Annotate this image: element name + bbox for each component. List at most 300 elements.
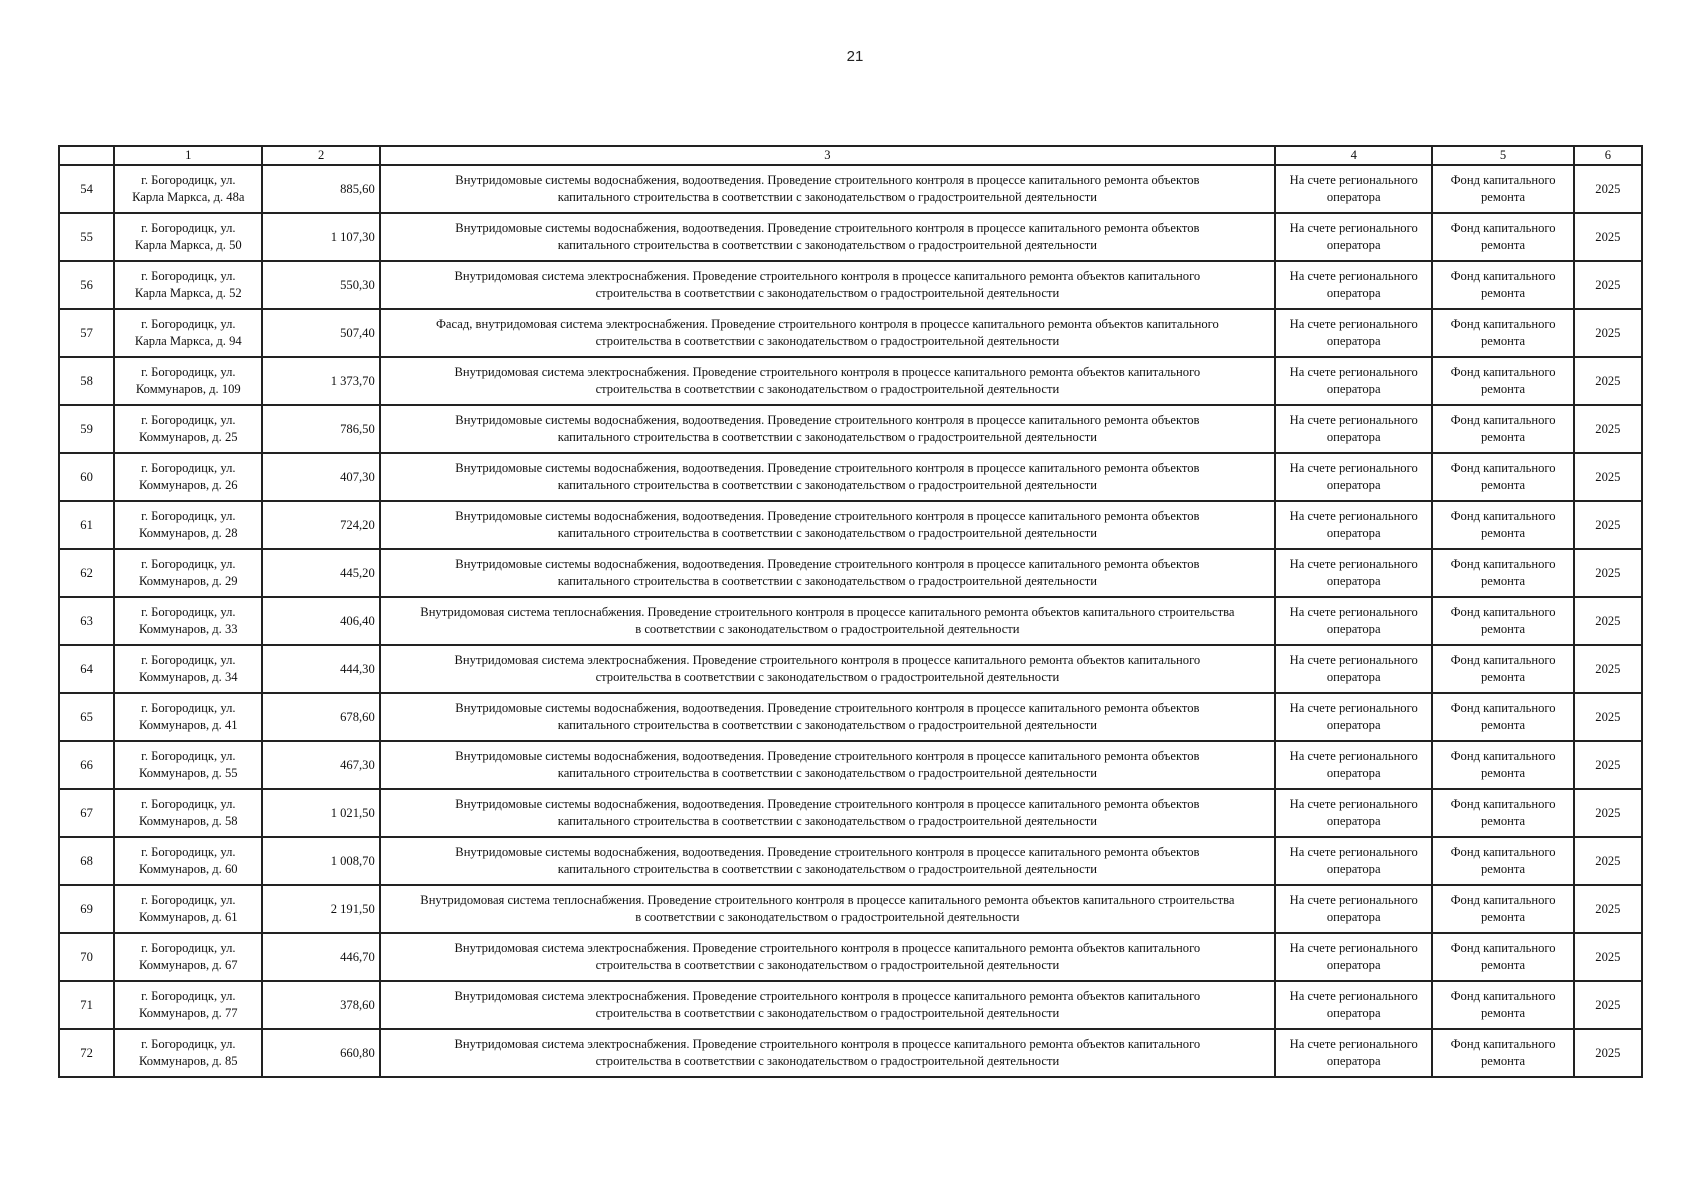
address-line-2: Коммунаров, д. 77 xyxy=(139,1006,238,1020)
work-line-1: Внутридомовые системы водоснабжения, водоотведения. Проведение строительного контроля в процессе капитального ремонта объектов xyxy=(455,221,1200,235)
table-row xyxy=(59,357,1642,405)
work-line-1: Фасад, внутридомовая система электроснабжения. Проведение строительного контроля в процессе капитального ремонта объектов капитального xyxy=(435,317,1219,331)
work-description-cell xyxy=(380,1029,1275,1077)
area-cell: 1 021,50 xyxy=(262,789,379,837)
fund-cell xyxy=(1432,261,1573,309)
year-cell: 2025 xyxy=(1574,261,1642,309)
year-cell: 2025 xyxy=(1574,309,1642,357)
header-cell-2: 2 xyxy=(262,146,379,165)
address-cell xyxy=(114,885,262,933)
address-line-2: Карла Маркса, д. 48а xyxy=(132,190,245,204)
table-row xyxy=(59,597,1642,645)
fund-line-2: ремонта xyxy=(1481,958,1526,972)
fund-cell xyxy=(1432,837,1573,885)
fund-cell xyxy=(1432,309,1573,357)
work-line-2: капитального строительства в соответствии с законодательством о градостроительной деятельности xyxy=(557,238,1097,252)
account-cell xyxy=(1275,597,1432,645)
work-description-cell xyxy=(380,213,1275,261)
address-cell xyxy=(114,549,262,597)
account-line-2: оператора xyxy=(1326,238,1381,252)
account-cell xyxy=(1275,501,1432,549)
fund-cell xyxy=(1432,213,1573,261)
area-cell: 445,20 xyxy=(262,549,379,597)
address-line-2: Коммунаров, д. 109 xyxy=(135,382,241,396)
account-line-2: оператора xyxy=(1326,958,1381,972)
address-cell xyxy=(114,501,262,549)
table-body xyxy=(59,146,1642,1077)
area-cell: 724,20 xyxy=(262,501,379,549)
account-line-1: На счете регионального xyxy=(1289,413,1418,427)
year-cell: 2025 xyxy=(1574,357,1642,405)
table-row xyxy=(59,405,1642,453)
header-cell-4: 4 xyxy=(1275,146,1432,165)
account-line-1: На счете регионального xyxy=(1289,317,1418,331)
area-cell: 1 008,70 xyxy=(262,837,379,885)
address-cell xyxy=(114,693,262,741)
address-line-1: г. Богородицк, ул. xyxy=(141,365,236,379)
account-line-2: оператора xyxy=(1326,430,1381,444)
area-cell: 678,60 xyxy=(262,693,379,741)
account-cell xyxy=(1275,885,1432,933)
account-cell xyxy=(1275,165,1432,213)
fund-line-2: ремонта xyxy=(1481,574,1526,588)
work-line-2: строительства в соответствии с законодательством о градостроительной деятельности xyxy=(595,670,1060,684)
table-row xyxy=(59,501,1642,549)
fund-line-1: Фонд капитального xyxy=(1450,941,1556,955)
row-number: 72 xyxy=(59,1029,114,1077)
account-cell xyxy=(1275,213,1432,261)
fund-line-1: Фонд капитального xyxy=(1450,509,1556,523)
address-line-2: Коммунаров, д. 60 xyxy=(139,862,238,876)
account-cell xyxy=(1275,933,1432,981)
account-cell xyxy=(1275,837,1432,885)
address-cell xyxy=(114,597,262,645)
row-number: 68 xyxy=(59,837,114,885)
work-line-1: Внутридомовая система электроснабжения. Проведение строительного контроля в процессе капитального ремонта объектов капитального xyxy=(454,269,1201,283)
address-line-1: г. Богородицк, ул. xyxy=(141,1037,236,1051)
fund-line-2: ремонта xyxy=(1481,526,1526,540)
fund-cell xyxy=(1432,885,1573,933)
account-line-1: На счете регионального xyxy=(1289,221,1418,235)
fund-line-2: ремонта xyxy=(1481,862,1526,876)
area-cell: 550,30 xyxy=(262,261,379,309)
area-cell: 507,40 xyxy=(262,309,379,357)
fund-cell xyxy=(1432,405,1573,453)
address-line-1: г. Богородицк, ул. xyxy=(141,509,236,523)
year-cell: 2025 xyxy=(1574,549,1642,597)
address-line-1: г. Богородицк, ул. xyxy=(141,461,236,475)
account-line-2: оператора xyxy=(1326,190,1381,204)
header-cell-6: 6 xyxy=(1574,146,1642,165)
address-line-2: Коммунаров, д. 26 xyxy=(139,478,238,492)
work-line-2: в соответствии с законодательством о градостроительной деятельности xyxy=(635,622,1020,636)
fund-line-1: Фонд капитального xyxy=(1450,701,1556,715)
account-line-2: оператора xyxy=(1326,334,1381,348)
address-cell xyxy=(114,405,262,453)
work-line-1: Внутридомовые системы водоснабжения, водоотведения. Проведение строительного контроля в процессе капитального ремонта объектов xyxy=(455,797,1200,811)
fund-line-2: ремонта xyxy=(1481,670,1526,684)
address-line-2: Карла Маркса, д. 52 xyxy=(134,286,242,300)
account-line-2: оператора xyxy=(1326,478,1381,492)
work-line-1: Внутридомовая система электроснабжения. Проведение строительного контроля в процессе капитального ремонта объектов капитального xyxy=(454,365,1201,379)
account-line-2: оператора xyxy=(1326,862,1381,876)
account-cell xyxy=(1275,741,1432,789)
address-line-2: Коммунаров, д. 25 xyxy=(139,430,238,444)
address-cell xyxy=(114,837,262,885)
address-line-1: г. Богородицк, ул. xyxy=(141,893,236,907)
area-cell: 786,50 xyxy=(262,405,379,453)
address-cell xyxy=(114,309,262,357)
fund-line-1: Фонд капитального xyxy=(1450,221,1556,235)
year-cell: 2025 xyxy=(1574,597,1642,645)
work-description-cell xyxy=(380,165,1275,213)
account-line-1: На счете регионального xyxy=(1289,701,1418,715)
work-description-cell xyxy=(380,885,1275,933)
address-line-1: г. Богородицк, ул. xyxy=(141,221,236,235)
table-row xyxy=(59,1029,1642,1077)
area-cell: 1 373,70 xyxy=(262,357,379,405)
address-cell xyxy=(114,645,262,693)
row-number: 69 xyxy=(59,885,114,933)
row-number: 59 xyxy=(59,405,114,453)
row-number: 63 xyxy=(59,597,114,645)
row-number: 66 xyxy=(59,741,114,789)
account-line-1: На счете регионального xyxy=(1289,845,1418,859)
address-line-2: Коммунаров, д. 28 xyxy=(139,526,238,540)
work-line-2: строительства в соответствии с законодательством о градостроительной деятельности xyxy=(595,1006,1060,1020)
work-description-cell xyxy=(380,453,1275,501)
address-cell xyxy=(114,165,262,213)
work-line-2: капитального строительства в соответствии с законодательством о градостроительной деятельности xyxy=(557,430,1097,444)
repair-schedule-table xyxy=(58,145,1643,1078)
table-row xyxy=(59,789,1642,837)
fund-line-2: ремонта xyxy=(1481,478,1526,492)
fund-cell xyxy=(1432,933,1573,981)
account-cell xyxy=(1275,357,1432,405)
account-line-1: На счете регионального xyxy=(1289,269,1418,283)
account-line-1: На счете регионального xyxy=(1289,749,1418,763)
account-line-2: оператора xyxy=(1326,670,1381,684)
fund-cell xyxy=(1432,741,1573,789)
area-cell: 1 107,30 xyxy=(262,213,379,261)
year-cell: 2025 xyxy=(1574,405,1642,453)
account-line-2: оператора xyxy=(1326,766,1381,780)
address-cell xyxy=(114,453,262,501)
table-row xyxy=(59,981,1642,1029)
row-number: 65 xyxy=(59,693,114,741)
account-line-1: На счете регионального xyxy=(1289,941,1418,955)
account-cell xyxy=(1275,453,1432,501)
address-line-2: Коммунаров, д. 41 xyxy=(139,718,238,732)
work-line-1: Внутридомовая система электроснабжения. Проведение строительного контроля в процессе капитального ремонта объектов капитального xyxy=(454,989,1201,1003)
area-cell: 885,60 xyxy=(262,165,379,213)
work-description-cell xyxy=(380,357,1275,405)
fund-line-2: ремонта xyxy=(1481,1054,1526,1068)
work-line-2: капитального строительства в соответствии с законодательством о градостроительной деятельности xyxy=(557,862,1097,876)
table-row xyxy=(59,645,1642,693)
account-cell xyxy=(1275,981,1432,1029)
work-line-2: строительства в соответствии с законодательством о градостроительной деятельности xyxy=(595,1054,1060,1068)
work-line-1: Внутридомовые системы водоснабжения, водоотведения. Проведение строительного контроля в процессе капитального ремонта объектов xyxy=(455,509,1200,523)
table-header-row xyxy=(59,146,1642,165)
area-cell: 2 191,50 xyxy=(262,885,379,933)
account-cell xyxy=(1275,309,1432,357)
account-line-2: оператора xyxy=(1326,1054,1381,1068)
work-description-cell xyxy=(380,405,1275,453)
address-line-1: г. Богородицк, ул. xyxy=(141,317,236,331)
row-number: 58 xyxy=(59,357,114,405)
address-line-1: г. Богородицк, ул. xyxy=(141,749,236,763)
fund-cell xyxy=(1432,549,1573,597)
work-line-1: Внутридомовые системы водоснабжения, водоотведения. Проведение строительного контроля в процессе капитального ремонта объектов xyxy=(455,173,1200,187)
page-number: 21 xyxy=(846,48,864,65)
account-line-2: оператора xyxy=(1326,382,1381,396)
account-line-1: На счете регионального xyxy=(1289,173,1418,187)
row-number: 61 xyxy=(59,501,114,549)
address-line-1: г. Богородицк, ул. xyxy=(141,653,236,667)
account-cell xyxy=(1275,261,1432,309)
fund-line-1: Фонд капитального xyxy=(1450,653,1556,667)
fund-line-2: ремонта xyxy=(1481,430,1526,444)
table-row xyxy=(59,885,1642,933)
address-line-2: Коммунаров, д. 55 xyxy=(139,766,238,780)
work-description-cell xyxy=(380,645,1275,693)
work-line-1: Внутридомовые системы водоснабжения, водоотведения. Проведение строительного контроля в процессе капитального ремонта объектов xyxy=(455,461,1200,475)
fund-line-1: Фонд капитального xyxy=(1450,269,1556,283)
work-line-2: строительства в соответствии с законодательством о градостроительной деятельности xyxy=(595,958,1060,972)
year-cell: 2025 xyxy=(1574,501,1642,549)
work-line-1: Внутридомовые системы водоснабжения, водоотведения. Проведение строительного контроля в процессе капитального ремонта объектов xyxy=(455,845,1200,859)
table-row xyxy=(59,693,1642,741)
table-row xyxy=(59,741,1642,789)
address-line-2: Коммунаров, д. 34 xyxy=(139,670,238,684)
year-cell: 2025 xyxy=(1574,165,1642,213)
work-description-cell xyxy=(380,597,1275,645)
account-line-1: На счете регионального xyxy=(1289,797,1418,811)
work-line-1: Внутридомовая система электроснабжения. Проведение строительного контроля в процессе капитального ремонта объектов капитального xyxy=(454,941,1201,955)
work-line-1: Внутридомовая система электроснабжения. Проведение строительного контроля в процессе капитального ремонта объектов капитального xyxy=(454,653,1201,667)
work-line-1: Внутридомовые системы водоснабжения, водоотведения. Проведение строительного контроля в процессе капитального ремонта объектов xyxy=(455,749,1200,763)
area-cell: 444,30 xyxy=(262,645,379,693)
work-description-cell xyxy=(380,309,1275,357)
work-line-2: капитального строительства в соответствии с законодательством о градостроительной деятельности xyxy=(557,574,1097,588)
fund-cell xyxy=(1432,357,1573,405)
fund-line-2: ремонта xyxy=(1481,238,1526,252)
address-cell xyxy=(114,1029,262,1077)
work-line-1: Внутридомовые системы водоснабжения, водоотведения. Проведение строительного контроля в процессе капитального ремонта объектов xyxy=(455,413,1200,427)
work-description-cell xyxy=(380,837,1275,885)
work-line-2: в соответствии с законодательством о градостроительной деятельности xyxy=(635,910,1020,924)
account-line-1: На счете регионального xyxy=(1289,509,1418,523)
area-cell: 446,70 xyxy=(262,933,379,981)
account-line-2: оператора xyxy=(1326,814,1381,828)
account-cell xyxy=(1275,693,1432,741)
address-line-1: г. Богородицк, ул. xyxy=(141,989,236,1003)
year-cell: 2025 xyxy=(1574,645,1642,693)
header-cell-1: 1 xyxy=(114,146,262,165)
area-cell: 407,30 xyxy=(262,453,379,501)
account-line-2: оператора xyxy=(1326,1006,1381,1020)
work-description-cell xyxy=(380,501,1275,549)
work-line-2: капитального строительства в соответствии с законодательством о градостроительной деятельности xyxy=(557,718,1097,732)
address-line-1: г. Богородицк, ул. xyxy=(141,605,236,619)
fund-cell xyxy=(1432,789,1573,837)
fund-line-2: ремонта xyxy=(1481,766,1526,780)
address-cell xyxy=(114,933,262,981)
work-line-2: строительства в соответствии с законодательством о градостроительной деятельности xyxy=(595,382,1060,396)
fund-cell xyxy=(1432,501,1573,549)
row-number: 55 xyxy=(59,213,114,261)
fund-cell xyxy=(1432,453,1573,501)
work-line-1: Внутридомовая система электроснабжения. Проведение строительного контроля в процессе капитального ремонта объектов капитального xyxy=(454,1037,1201,1051)
row-number: 64 xyxy=(59,645,114,693)
table-row xyxy=(59,837,1642,885)
work-line-2: строительства в соответствии с законодательством о градостроительной деятельности xyxy=(595,286,1060,300)
year-cell: 2025 xyxy=(1574,741,1642,789)
address-line-2: Коммунаров, д. 85 xyxy=(139,1054,238,1068)
fund-line-2: ремонта xyxy=(1481,622,1526,636)
area-cell: 406,40 xyxy=(262,597,379,645)
table-row xyxy=(59,261,1642,309)
account-line-1: На счете регионального xyxy=(1289,365,1418,379)
account-line-2: оператора xyxy=(1326,910,1381,924)
fund-line-2: ремонта xyxy=(1481,190,1526,204)
address-line-1: г. Богородицк, ул. xyxy=(141,701,236,715)
address-line-1: г. Богородицк, ул. xyxy=(141,173,236,187)
address-cell xyxy=(114,357,262,405)
fund-line-2: ремонта xyxy=(1481,382,1526,396)
row-number: 57 xyxy=(59,309,114,357)
table-row xyxy=(59,213,1642,261)
table-row xyxy=(59,165,1642,213)
area-cell: 467,30 xyxy=(262,741,379,789)
work-line-1: Внутридомовые системы водоснабжения, водоотведения. Проведение строительного контроля в процессе капитального ремонта объектов xyxy=(455,701,1200,715)
fund-line-1: Фонд капитального xyxy=(1450,1037,1556,1051)
area-cell: 378,60 xyxy=(262,981,379,1029)
fund-cell xyxy=(1432,645,1573,693)
account-cell xyxy=(1275,405,1432,453)
work-line-2: капитального строительства в соответствии с законодательством о градостроительной деятельности xyxy=(557,814,1097,828)
work-description-cell xyxy=(380,981,1275,1029)
fund-line-1: Фонд капитального xyxy=(1450,845,1556,859)
address-cell xyxy=(114,981,262,1029)
address-line-2: Коммунаров, д. 67 xyxy=(139,958,238,972)
work-line-2: строительства в соответствии с законодательством о градостроительной деятельности xyxy=(595,334,1060,348)
year-cell: 2025 xyxy=(1574,933,1642,981)
account-line-2: оператора xyxy=(1326,526,1381,540)
row-number: 62 xyxy=(59,549,114,597)
fund-line-1: Фонд капитального xyxy=(1450,173,1556,187)
work-line-1: Внутридомовая система теплоснабжения. Проведение строительного контроля в процессе капитального ремонта объектов капитального строительства xyxy=(420,893,1235,907)
year-cell: 2025 xyxy=(1574,837,1642,885)
work-description-cell xyxy=(380,549,1275,597)
work-line-1: Внутридомовая система теплоснабжения. Проведение строительного контроля в процессе капитального ремонта объектов капитального строительства xyxy=(420,605,1235,619)
row-number: 54 xyxy=(59,165,114,213)
fund-line-1: Фонд капитального xyxy=(1450,365,1556,379)
fund-line-1: Фонд капитального xyxy=(1450,893,1556,907)
table-row xyxy=(59,453,1642,501)
work-line-2: капитального строительства в соответствии с законодательством о градостроительной деятельности xyxy=(557,526,1097,540)
row-number: 71 xyxy=(59,981,114,1029)
account-cell xyxy=(1275,645,1432,693)
account-line-1: На счете регионального xyxy=(1289,557,1418,571)
address-cell xyxy=(114,213,262,261)
work-description-cell xyxy=(380,789,1275,837)
header-cell-5: 5 xyxy=(1432,146,1573,165)
work-line-2: капитального строительства в соответствии с законодательством о градостроительной деятельности xyxy=(557,190,1097,204)
fund-line-2: ремонта xyxy=(1481,1006,1526,1020)
account-cell xyxy=(1275,789,1432,837)
fund-line-2: ремонта xyxy=(1481,286,1526,300)
address-line-1: г. Богородицк, ул. xyxy=(141,797,236,811)
year-cell: 2025 xyxy=(1574,885,1642,933)
area-cell: 660,80 xyxy=(262,1029,379,1077)
account-cell xyxy=(1275,549,1432,597)
work-line-1: Внутридомовые системы водоснабжения, водоотведения. Проведение строительного контроля в процессе капитального ремонта объектов xyxy=(455,557,1200,571)
account-line-2: оператора xyxy=(1326,574,1381,588)
table-row xyxy=(59,933,1642,981)
fund-line-1: Фонд капитального xyxy=(1450,461,1556,475)
address-line-2: Карла Маркса, д. 50 xyxy=(134,238,242,252)
fund-cell xyxy=(1432,1029,1573,1077)
work-description-cell xyxy=(380,741,1275,789)
fund-cell xyxy=(1432,165,1573,213)
address-line-1: г. Богородицк, ул. xyxy=(141,413,236,427)
header-cell-3: 3 xyxy=(380,146,1275,165)
table-row xyxy=(59,549,1642,597)
fund-line-2: ремонта xyxy=(1481,814,1526,828)
address-line-1: г. Богородицк, ул. xyxy=(141,845,236,859)
fund-line-1: Фонд капитального xyxy=(1450,797,1556,811)
year-cell: 2025 xyxy=(1574,693,1642,741)
work-line-2: капитального строительства в соответствии с законодательством о градостроительной деятельности xyxy=(557,478,1097,492)
fund-cell xyxy=(1432,597,1573,645)
row-number: 60 xyxy=(59,453,114,501)
address-line-2: Карла Маркса, д. 94 xyxy=(134,334,242,348)
address-cell xyxy=(114,741,262,789)
account-line-1: На счете регионального xyxy=(1289,893,1418,907)
work-line-2: капитального строительства в соответствии с законодательством о градостроительной деятельности xyxy=(557,766,1097,780)
fund-line-1: Фонд капитального xyxy=(1450,317,1556,331)
year-cell: 2025 xyxy=(1574,213,1642,261)
account-line-2: оператора xyxy=(1326,286,1381,300)
account-line-2: оператора xyxy=(1326,718,1381,732)
fund-line-1: Фонд капитального xyxy=(1450,557,1556,571)
fund-line-2: ремонта xyxy=(1481,334,1526,348)
account-line-1: На счете регионального xyxy=(1289,653,1418,667)
table-row xyxy=(59,309,1642,357)
fund-line-1: Фонд капитального xyxy=(1450,989,1556,1003)
fund-line-1: Фонд капитального xyxy=(1450,749,1556,763)
address-line-1: г. Богородицк, ул. xyxy=(141,557,236,571)
address-cell xyxy=(114,789,262,837)
address-line-1: г. Богородицк, ул. xyxy=(141,941,236,955)
header-cell-blank xyxy=(59,146,114,165)
fund-line-2: ремонта xyxy=(1481,910,1526,924)
address-line-1: г. Богородицк, ул. xyxy=(141,269,236,283)
fund-line-2: ремонта xyxy=(1481,718,1526,732)
work-description-cell xyxy=(380,261,1275,309)
account-line-1: На счете регионального xyxy=(1289,989,1418,1003)
row-number: 56 xyxy=(59,261,114,309)
account-cell xyxy=(1275,1029,1432,1077)
account-line-1: На счете регионального xyxy=(1289,605,1418,619)
row-number: 67 xyxy=(59,789,114,837)
fund-cell xyxy=(1432,693,1573,741)
year-cell: 2025 xyxy=(1574,789,1642,837)
fund-cell xyxy=(1432,981,1573,1029)
address-line-2: Коммунаров, д. 33 xyxy=(139,622,238,636)
